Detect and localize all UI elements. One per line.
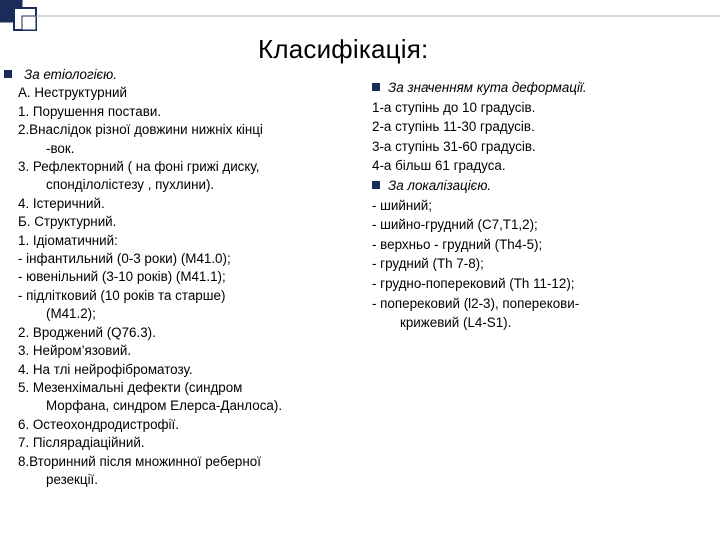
list-item: 5. Мезенхімальні дефекти (синдром: [18, 379, 243, 395]
list-item: 2-а ступінь 11-30 градусів.: [372, 119, 535, 135]
list-item: 1. Порушення постави.: [18, 103, 162, 119]
etiology-column: [18, 66, 348, 489]
localization-heading: За локалізацією.: [372, 176, 702, 196]
list-item: крижевий (L4-S1).: [400, 315, 512, 331]
list-item: (М41.2);: [46, 306, 96, 322]
list-item: 3-а ступінь 31-60 градусів.: [372, 138, 536, 154]
list-item: 1. Ідіоматичний:: [18, 232, 118, 248]
list-item: 8.Вторинний після множинної реберної: [18, 453, 261, 469]
square-bullet-icon: [4, 70, 12, 78]
list-item: 4. Істеричний.: [18, 195, 105, 211]
list-item: 4-а більш 61 градуса.: [372, 158, 506, 174]
list-item: спонділолістезу , пухлини).: [46, 177, 215, 193]
etiology-heading: За етіологією.: [18, 66, 348, 84]
list-item: А. Неструктурний: [18, 85, 127, 101]
list-item: - верхньо - грудний (Th4-5);: [372, 236, 543, 252]
list-item: - ювенільний (3-10 років) (М41.1);: [18, 269, 226, 285]
list-item: 6. Остеохондродистрофії.: [18, 416, 179, 432]
list-item: Б. Структурний.: [18, 214, 117, 230]
list-item: резекції.: [46, 471, 98, 487]
list-item: - поперековий (l2-3), поперекови-: [372, 295, 580, 311]
list-item: 3. Рефлекторний ( на фоні грижі диску,: [18, 159, 260, 175]
slide-title: Класифікація:: [258, 34, 429, 64]
square-bullet-icon: [372, 83, 380, 91]
angle-heading: За значенням кута деформації.: [372, 78, 702, 98]
list-item: - шийно-грудний (С7,Т1,2);: [372, 217, 538, 233]
list-item: - інфантильний (0-3 роки) (М41.0);: [18, 251, 231, 267]
list-item: 1-а ступінь до 10 градусів.: [372, 99, 536, 115]
list-item: 3. Нейром’язовий.: [18, 343, 132, 359]
degree-localization-column: [372, 78, 702, 333]
list-item: - підлітковий (10 років та старше): [18, 287, 226, 303]
list-item: 4. На тлі нейрофіброматозу.: [18, 361, 193, 377]
list-item: 7. Післярадіаційний.: [18, 435, 145, 451]
list-item: - шийний;: [372, 197, 432, 213]
list-item: - грудний (Th 7-8);: [372, 256, 484, 272]
list-item: -вок.: [46, 140, 75, 156]
list-item: - грудно-поперековий (Th 11-12);: [372, 275, 575, 291]
square-bullet-icon: [372, 181, 380, 189]
list-item: 2. Вроджений (Q76.3).: [18, 324, 156, 340]
list-item: 2.Внаслідок різної довжини нижніх кінці: [18, 122, 263, 138]
list-item: Морфана, синдром Елерса-Данлоса).: [46, 398, 283, 414]
